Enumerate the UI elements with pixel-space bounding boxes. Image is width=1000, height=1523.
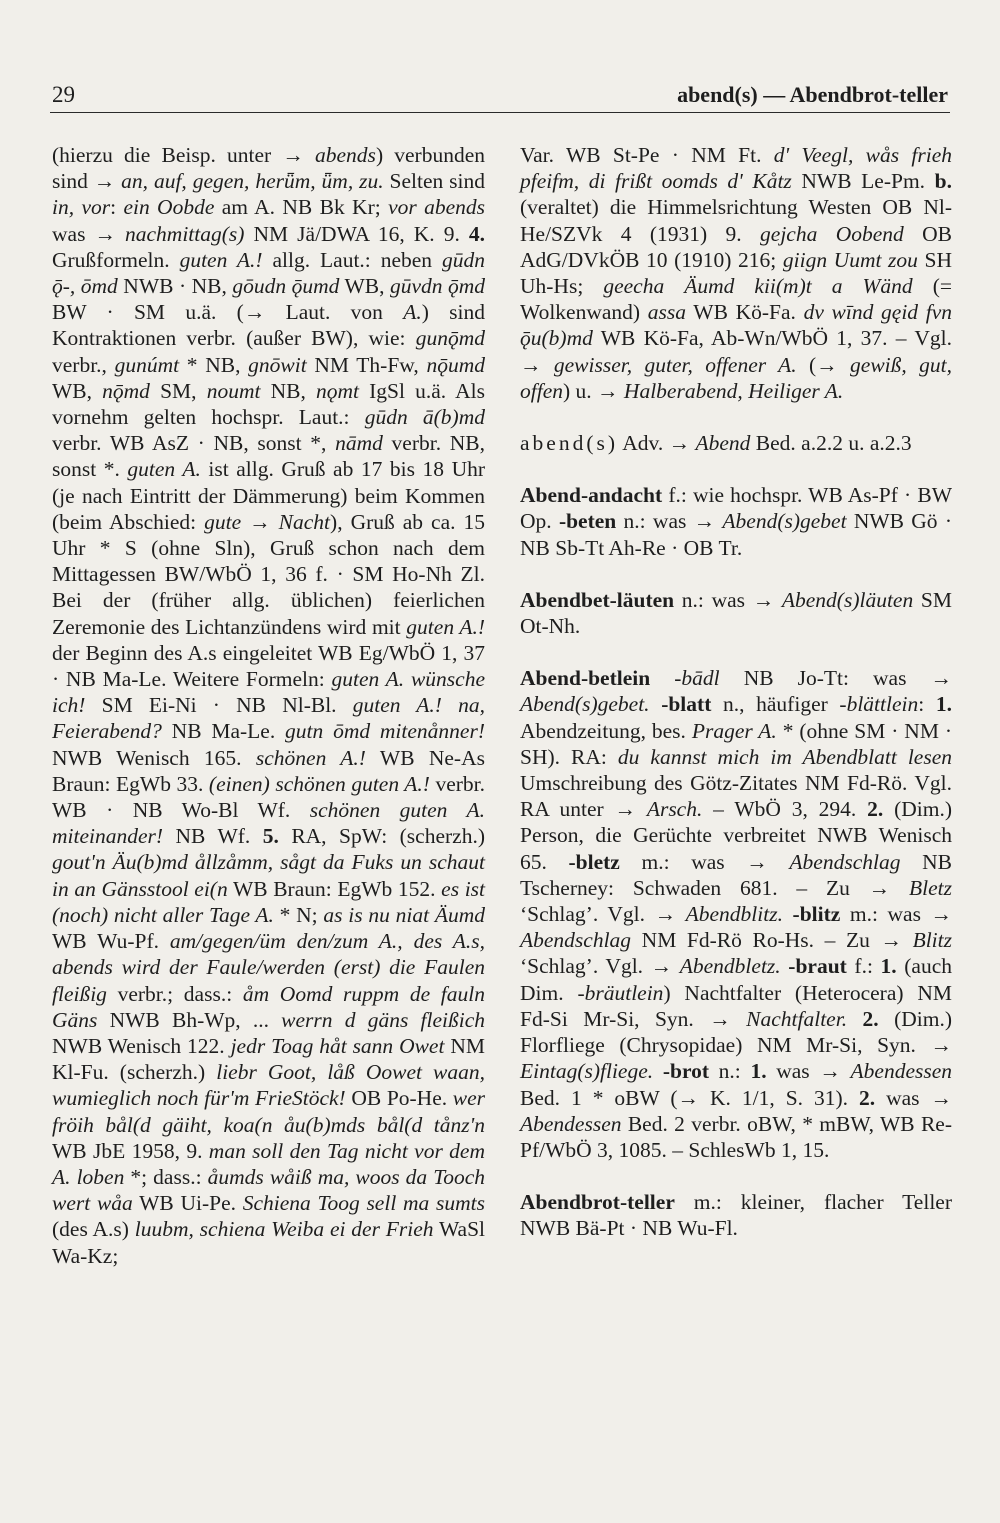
text-segment: -blitz bbox=[792, 902, 841, 927]
text-segment: (= Wolkenwand) bbox=[520, 274, 952, 325]
text-segment: SM Ot-Nh. bbox=[520, 587, 952, 639]
text-segment bbox=[650, 692, 662, 716]
text-segment: gout'n Äu(b)md ållzåmm, sågt da Fuks un schaut in an Gänsstool ei(n bbox=[52, 850, 485, 901]
text-segment: noumt bbox=[206, 378, 261, 403]
entry-abendbet-laeuten bbox=[520, 587, 952, 639]
text-segment: (→ bbox=[796, 352, 851, 377]
text-segment: ist allg. Gruß ab 17 bis 18 Uhr (je nach Eintritt der Dämmerung) beim Kommen (beim Abschied: bbox=[52, 457, 486, 534]
text-segment: d' Veegl, wås frieh pfeifm, di frißt oomds d' Kåtz bbox=[520, 143, 952, 194]
text-segment: -bräutlein bbox=[577, 980, 664, 1005]
text-segment: NB, bbox=[260, 378, 316, 403]
text-segment: m.: kleiner, flacher Teller NWB Bä-Pt · NB Wu-Fl. bbox=[520, 1190, 952, 1241]
text-segment: f.: bbox=[846, 954, 881, 979]
text-segment: : bbox=[918, 692, 936, 717]
text-segment: * NB, bbox=[179, 352, 249, 377]
entry-abend-continuation bbox=[52, 142, 485, 1269]
text-segment: ) verbunden sind → bbox=[52, 143, 486, 194]
text-segment: NM Fd-Rö Ro-Hs. – Zu → bbox=[631, 928, 913, 953]
text-segment: -bādl bbox=[674, 666, 720, 691]
text-segment: Abend bbox=[695, 431, 751, 456]
text-segment: 1. bbox=[750, 1059, 767, 1084]
text-segment: b. bbox=[934, 169, 952, 194]
text-segment: Abendessen bbox=[520, 1111, 622, 1136]
text-segment: 1. bbox=[880, 954, 897, 979]
lemma: Abend-andacht bbox=[520, 483, 663, 508]
text-segment: an, auf, gegen, herǖm, ǖm, zu. bbox=[121, 169, 384, 194]
text-segment: → bbox=[241, 509, 279, 534]
text-segment: WB Kö-Fa, Ab-Wn/WbÖ 1, 37. – Vgl. → bbox=[520, 326, 952, 377]
text-segment: (Dim.) Florfliege (Chrysopidae) NM Mr-Si, Syn. → bbox=[520, 1006, 953, 1058]
text-segment: SM, bbox=[149, 378, 207, 403]
text-segment: (auch Dim. bbox=[520, 954, 953, 1005]
text-segment bbox=[783, 902, 793, 926]
text-segment: Umschreibung des Götz-Zitates NM Fd-Rö. Vgl. RA unter → bbox=[520, 771, 952, 822]
text-segment: assa bbox=[647, 300, 686, 325]
text-segment: verbr. NB, sonst *. bbox=[52, 431, 485, 482]
text-segment: m.: was → bbox=[619, 849, 790, 874]
text-segment: (einen) schönen guten A.! bbox=[208, 771, 430, 796]
text-segment: SM Ei-Ni · NB Nl-Bl. bbox=[85, 693, 353, 718]
running-head: abend(s) — Abendbrot-teller bbox=[677, 82, 948, 107]
text-segment bbox=[650, 666, 674, 690]
lemma: Abendbet-läuten bbox=[520, 587, 675, 612]
text-segment: n.: bbox=[709, 1059, 751, 1084]
text-segment: Arsch. bbox=[646, 797, 703, 822]
text-segment: gūdn ǭ-, ōmd bbox=[52, 247, 485, 299]
text-segment: (veraltet) die Himmelsrichtung Westen OB Nl-He/SZVk 4 (1931) 9. bbox=[520, 195, 952, 246]
text-segment: guten A.! na, Feierabend? bbox=[52, 693, 486, 744]
text-segment: -blättlein bbox=[839, 692, 919, 717]
text-segment: Bed. 1 * oBW (→ K. 1/1, S. 31). bbox=[520, 1085, 859, 1110]
text-segment bbox=[847, 1007, 862, 1031]
text-segment: n.: was → bbox=[674, 587, 782, 612]
text-segment: 1. bbox=[935, 692, 952, 717]
text-segment: Abendblitz. bbox=[685, 902, 783, 927]
text-segment: -bletz bbox=[568, 849, 620, 874]
text-segment: Nachtfalter. bbox=[746, 1006, 848, 1031]
text-segment bbox=[653, 1059, 663, 1083]
text-segment: jedr Toag håt sann Owet bbox=[230, 1033, 445, 1058]
text-segment: åumds wåiß ma, woos da Tooch wert wåa bbox=[52, 1164, 486, 1216]
text-segment: WB Braun: EgWb 152. bbox=[227, 876, 442, 901]
text-segment: 2. bbox=[862, 1006, 879, 1031]
text-segment: ), Gruß ab ca. 15 Uhr * S (ohne Sln), Gruß schon nach dem Mittagessen BW/WbÖ 1, 36 f. · SM Ho-Nh Zl. Bei der (früher allg. üblichen) feierlichen Zeremonie des Lichtanzündens wird mit bbox=[52, 509, 485, 639]
text-segment: vor abends bbox=[388, 195, 485, 220]
text-segment: ein Oobde bbox=[123, 195, 215, 220]
text-segment: WB, bbox=[52, 378, 103, 403]
text-segment: verbr.; dass.: bbox=[106, 981, 243, 1006]
text-segment: : bbox=[110, 195, 124, 220]
lemma: abend(s) bbox=[520, 431, 619, 456]
text-segment: NM Kl-Fu. (scherzh.) bbox=[52, 1033, 485, 1085]
text-segment: wer fröih bål(d gäiht, koa(n åu(b)mds bål(d tånz'n bbox=[52, 1086, 485, 1137]
right-column bbox=[520, 142, 952, 1242]
text-segment: Abendschlag bbox=[789, 849, 901, 874]
text-segment: Schiena Toog sell ma sumts bbox=[242, 1191, 485, 1216]
text-segment: OB AdG/DVkÖB 10 (1910) 216; bbox=[520, 221, 952, 272]
entry-abend-continuation-2 bbox=[520, 142, 952, 404]
text-segment: RA, SpW: (scherzh.) bbox=[278, 824, 485, 849]
text-segment: – WbÖ 3, 294. bbox=[702, 797, 868, 822]
text-segment: WB Ui-Pe. bbox=[132, 1191, 243, 1216]
text-segment: Prager A. bbox=[691, 718, 777, 743]
text-segment: Abendzeitung, bes. bbox=[520, 718, 692, 743]
text-segment: A. bbox=[403, 300, 422, 325]
text-segment: gūdn ā(b)md bbox=[364, 405, 485, 430]
text-segment: ‘Schlag’. Vgl. → bbox=[520, 902, 686, 927]
entry-abends bbox=[520, 430, 952, 456]
text-segment: verbr. WB AsZ · NB, sonst *, bbox=[52, 431, 336, 456]
left-column bbox=[52, 142, 485, 1269]
text-segment: am/gegen/üm den/zum A., des A.s, abends wird der Faule/werden (erst) die Faulen fleißig bbox=[52, 929, 486, 1006]
text-segment: ) Nachtfalter (Heterocera) NM Fd-Si Mr-Si, Syn. → bbox=[520, 980, 953, 1031]
text-segment: Bletz bbox=[909, 875, 952, 900]
text-segment: in, vor bbox=[52, 195, 111, 220]
text-segment: Abendbletz. bbox=[679, 954, 781, 979]
text-segment: ‘Schlag’. Vgl. → bbox=[520, 954, 680, 979]
text-segment: allg. Laut.: neben bbox=[262, 247, 442, 272]
text-segment: (Dim.) Person, die Gerüchte verbreitet NWB Wenisch 65. bbox=[520, 797, 953, 874]
text-segment: Abend(s)gebet bbox=[722, 509, 847, 534]
text-segment: -blatt bbox=[661, 692, 712, 717]
text-segment: (des A.s) bbox=[52, 1217, 135, 1242]
text-segment: nǭmd bbox=[102, 378, 150, 403]
text-segment: NB Jo-Tt: was → bbox=[719, 666, 952, 691]
text-segment: m.: was → bbox=[840, 902, 952, 927]
text-segment: NWB Gö · NB Sb-Tt Ah-Re · OB Tr. bbox=[520, 509, 952, 560]
text-segment: Nacht bbox=[278, 509, 331, 534]
text-segment: * N; bbox=[273, 902, 324, 927]
text-segment: du kannst mich im Abendblatt lesen bbox=[617, 744, 953, 769]
text-segment: ) sind Kontraktionen verbr. (außer BW), wie: bbox=[52, 300, 485, 351]
text-segment: luubm, schiena Weiba ei der Frieh bbox=[134, 1217, 434, 1242]
text-segment: åm Oomd ruppm de fauln Gäns bbox=[52, 981, 486, 1032]
text-segment: Selten sind bbox=[383, 169, 486, 194]
text-segment: 4. bbox=[468, 221, 485, 246]
text-segment: verbr. WB · NB Wo-Bl Wf. bbox=[52, 771, 485, 823]
text-segment: guten A.! bbox=[179, 247, 263, 272]
text-segment: Abend(s)gebet. bbox=[520, 692, 650, 717]
text-segment: * (ohne SM · NM · SH). RA: bbox=[520, 718, 953, 769]
page-header bbox=[50, 80, 950, 113]
text-segment: SH Uh-Hs; bbox=[520, 247, 953, 299]
text-segment: guten A. wünsche ich! bbox=[52, 667, 485, 718]
text-segment: NWB Le-Pm. bbox=[791, 169, 935, 194]
text-segment: guten A.! bbox=[406, 614, 486, 639]
text-segment: NWB Wenisch 165. bbox=[52, 745, 256, 770]
text-segment: WaSl Wa-Kz; bbox=[52, 1217, 486, 1268]
text-segment: Adv. → bbox=[618, 431, 696, 456]
text-segment: 5. bbox=[262, 824, 279, 849]
text-segment: -braut bbox=[788, 954, 847, 979]
entry-abend-andacht bbox=[520, 482, 952, 561]
text-segment: dv wīnd gęid fvn ǭu(b)md bbox=[520, 300, 952, 351]
text-segment: Halberabend, Heiliger A. bbox=[623, 378, 844, 403]
text-segment: nāmd bbox=[335, 431, 383, 456]
text-segment: Grußformeln. bbox=[52, 247, 180, 272]
text-segment: Bed. a.2.2 u. a.2.3 bbox=[750, 431, 912, 456]
text-segment: giign Uumt zou bbox=[782, 247, 918, 272]
text-segment: BW · SM u.ä. (→ Laut. von bbox=[52, 300, 404, 325]
text-segment: -brot bbox=[662, 1059, 710, 1084]
text-segment: abends bbox=[315, 143, 376, 167]
text-segment: NB Wf. bbox=[163, 824, 263, 849]
text-segment: schönen A.! bbox=[255, 745, 366, 770]
text-segment: (hierzu die Beisp. unter → bbox=[52, 143, 316, 167]
text-segment: nǭumd bbox=[426, 352, 485, 377]
text-segment: f.: wie hochspr. WB As-Pf · BW Op. bbox=[520, 483, 952, 534]
text-segment: Abendschlag bbox=[520, 928, 632, 953]
text-segment: as is nu niat Äumd bbox=[323, 902, 486, 927]
text-segment: werrn d gäns fleißich bbox=[281, 1007, 485, 1032]
text-segment: geecha Äumd kii(m)t a Wänd bbox=[603, 274, 913, 299]
text-segment: NM Th-Fw, bbox=[306, 352, 427, 377]
text-segment: nǫmt bbox=[315, 378, 359, 403]
page-number: 29 bbox=[52, 82, 75, 107]
text-segment: Abendessen bbox=[850, 1059, 953, 1084]
text-segment: gōudn ǭumd bbox=[232, 274, 340, 299]
entry-abend-betlein bbox=[520, 665, 952, 1163]
text-segment: gejcha Oobend bbox=[760, 221, 904, 246]
text-segment: der Beginn des A.s eingeleitet WB Eg/WbÖ 1, 37 · NB Ma-Le. Weitere Formeln: bbox=[52, 640, 485, 692]
text-segment: am A. NB Bk Kr; bbox=[214, 195, 389, 220]
text-segment: man soll den Tag nicht vor dem A. loben bbox=[52, 1138, 485, 1189]
text-segment: WB Ne-As Braun: EgWb 33. bbox=[52, 745, 485, 796]
text-segment: NWB · NB, bbox=[117, 274, 233, 299]
text-segment: WB JbE 1958, 9. bbox=[52, 1138, 209, 1163]
text-segment: NB Ma-Le. bbox=[161, 719, 286, 744]
entry-abendbrot-teller bbox=[520, 1189, 952, 1241]
text-segment: gutn ōmd mitenånner! bbox=[285, 719, 485, 744]
text-segment: nachmittag(s) bbox=[125, 221, 245, 246]
lemma: Abend-betlein bbox=[520, 666, 651, 691]
text-segment: gnōwit bbox=[248, 352, 307, 377]
text-segment: gūvdn ǭmd bbox=[389, 274, 486, 299]
text-segment: was → bbox=[52, 221, 126, 246]
text-segment: NWB Bh-Wp, ... bbox=[97, 1007, 282, 1032]
text-segment: gewiß, gut, offen bbox=[520, 352, 952, 403]
text-segment: gute bbox=[204, 509, 242, 534]
text-segment: gewisser, guter, offener A. bbox=[553, 352, 797, 377]
text-segment: guten A. bbox=[127, 457, 201, 482]
text-segment: ) u. → bbox=[563, 378, 624, 403]
text-segment: OB Po-He. bbox=[345, 1086, 453, 1111]
text-segment: n., häufiger bbox=[711, 692, 840, 717]
text-segment: Eintag(s)fliege. bbox=[520, 1059, 654, 1084]
text-segment: *; dass.: bbox=[124, 1164, 208, 1189]
text-segment: WB Kö-Fa. bbox=[685, 300, 804, 325]
text-segment: verbr., bbox=[52, 352, 115, 377]
text-segment: was → bbox=[766, 1059, 851, 1084]
text-segment: Var. WB St-Pe · NM Ft. bbox=[520, 143, 774, 167]
text-segment: Blitz bbox=[912, 928, 952, 953]
text-segment: 2. bbox=[859, 1085, 876, 1110]
text-segment: liebr Goot, låß Oowet waan, wumieglich noch für'm FrieStöck! bbox=[52, 1060, 486, 1111]
text-segment: schönen guten A. miteinander! bbox=[52, 798, 485, 849]
text-segment: NWB Wenisch 122. bbox=[52, 1033, 231, 1058]
text-segment: Bed. 2 verbr. oBW, * mBW, WB Re-Pf/WbÖ 3, 1085. – SchlesWb 1, 15. bbox=[520, 1111, 952, 1162]
text-segment: Abend(s)läuten bbox=[781, 587, 914, 612]
text-segment: es ist (noch) nicht aller Tage A. bbox=[52, 876, 486, 927]
text-segment: WB, bbox=[339, 274, 390, 299]
text-segment: was → bbox=[875, 1085, 952, 1110]
text-segment: IgSl u.ä. Als vornehm gelten hochspr. Laut.: bbox=[52, 378, 485, 430]
lemma: Abendbrot-teller bbox=[520, 1190, 675, 1215]
text-segment: gunǭmd bbox=[415, 326, 485, 351]
text-segment: WB Wu-Pf. bbox=[52, 929, 170, 954]
text-segment: gunúmt bbox=[114, 352, 180, 377]
text-segment: NM Jä/DWA 16, K. 9. bbox=[244, 221, 469, 246]
text-segment: n.: was → bbox=[616, 509, 723, 534]
text-segment: NB Tscherney: Schwaden 681. – Zu → bbox=[520, 849, 952, 900]
text-segment: -beten bbox=[558, 509, 617, 534]
text-segment: 2. bbox=[867, 797, 884, 822]
